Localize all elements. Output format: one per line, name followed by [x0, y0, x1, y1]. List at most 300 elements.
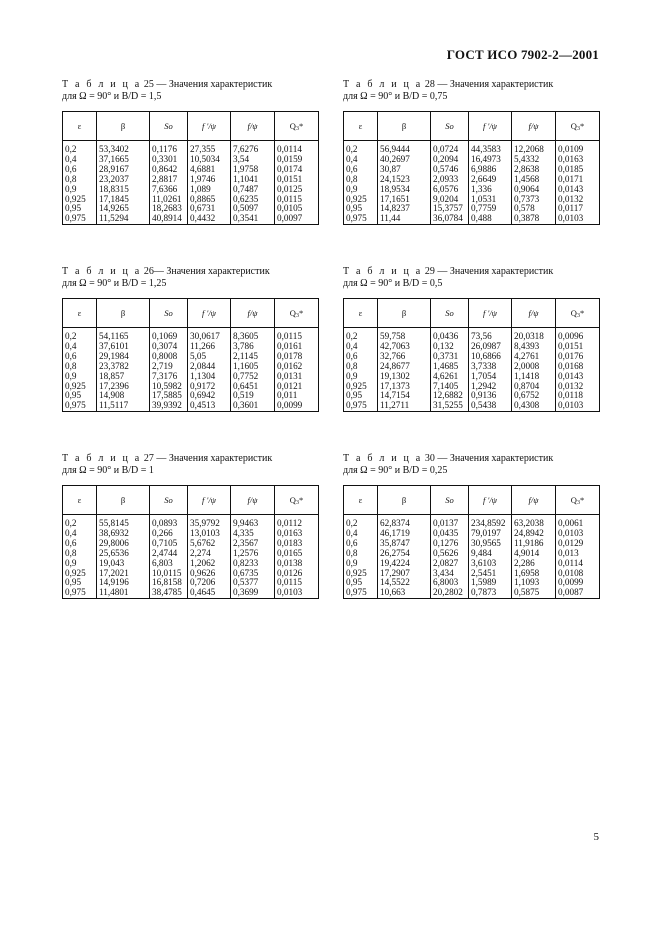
cell-q3: 0,0115 — [275, 328, 319, 342]
cell-eps: 0,95 — [63, 578, 97, 588]
table-row — [344, 214, 600, 224]
cell-so: 31,5255 — [431, 401, 469, 411]
cell-beta: 14,5522 — [378, 578, 431, 588]
table-row — [63, 342, 319, 352]
cell-q3: 0,0185 — [556, 165, 600, 175]
cell-so: 0,1176 — [150, 141, 188, 155]
cell-fpsi2: 0,5097 — [231, 204, 275, 214]
cell-beta: 38,6932 — [97, 529, 150, 539]
cell-fpsi1: 0,7759 — [469, 204, 512, 214]
table-row — [344, 569, 600, 579]
cell-eps: 0,6 — [344, 165, 378, 175]
cell-eps: 0,2 — [63, 515, 97, 529]
cell-fpsi1: 0,4513 — [188, 401, 231, 411]
cell-q3: 0,0115 — [275, 578, 319, 588]
cell-q3: 0,0103 — [556, 401, 600, 411]
cell-eps: 0,975 — [344, 588, 378, 598]
cell-fpsi2: 2,286 — [512, 559, 556, 569]
cell-fpsi2: 1,2576 — [231, 549, 275, 559]
column-header-fpsi1: f '/ψ — [469, 299, 512, 328]
cell-fpsi1: 44,3583 — [469, 141, 512, 155]
column-header-beta: β — [97, 299, 150, 328]
column-header-q3: Q3* — [275, 486, 319, 515]
cell-fpsi2: 0,8704 — [512, 382, 556, 392]
data-table — [62, 298, 319, 412]
cell-fpsi1: 11,266 — [188, 342, 231, 352]
table-row — [63, 362, 319, 372]
cell-fpsi1: 2,0844 — [188, 362, 231, 372]
cell-fpsi1: 5,05 — [188, 352, 231, 362]
cell-so: 0,0436 — [431, 328, 469, 342]
cell-eps: 0,925 — [344, 382, 378, 392]
cell-so: 0,5746 — [431, 165, 469, 175]
table-caption: Т а б л и ц а 29 — Значения характеристик — [343, 266, 554, 277]
table-row — [63, 195, 319, 205]
column-header-so: So — [150, 486, 188, 515]
cell-q3: 0,0161 — [275, 342, 319, 352]
table-row — [344, 342, 600, 352]
cell-eps: 0,975 — [344, 401, 378, 411]
page-number: 5 — [593, 831, 599, 843]
cell-so: 0,0137 — [431, 515, 469, 529]
cell-eps: 0,975 — [344, 214, 378, 224]
cell-beta: 55,8145 — [97, 515, 150, 529]
column-header-q3: Q3* — [556, 299, 600, 328]
table-condition: для Ω = 90° и B/D = 1,25 — [62, 278, 167, 289]
column-header-so: So — [431, 486, 469, 515]
cell-so: 40,8914 — [150, 214, 188, 224]
cell-so: 0,3731 — [431, 352, 469, 362]
column-header-q3: Q3* — [275, 299, 319, 328]
column-header-eps: ε — [63, 486, 97, 515]
column-header-fpsi1: f '/ψ — [469, 112, 512, 141]
cell-q3: 0,0163 — [556, 155, 600, 165]
cell-beta: 56,9444 — [378, 141, 431, 155]
cell-eps: 0,8 — [344, 362, 378, 372]
cell-fpsi1: 0,4432 — [188, 214, 231, 224]
cell-beta: 29,1984 — [97, 352, 150, 362]
cell-fpsi2: 0,3699 — [231, 588, 275, 598]
column-header-fpsi2: f/ψ — [512, 112, 556, 141]
table-row — [63, 352, 319, 362]
table-row — [344, 185, 600, 195]
cell-fpsi1: 1,5989 — [469, 578, 512, 588]
cell-fpsi1: 3,6103 — [469, 559, 512, 569]
table-row — [344, 588, 600, 598]
cell-q3: 0,0105 — [275, 204, 319, 214]
cell-fpsi1: 0,6731 — [188, 204, 231, 214]
cell-q3: 0,0114 — [556, 559, 600, 569]
cell-beta: 18,9534 — [378, 185, 431, 195]
column-header-beta: β — [97, 112, 150, 141]
cell-so: 0,0435 — [431, 529, 469, 539]
cell-eps: 0,9 — [63, 185, 97, 195]
cell-beta: 14,7154 — [378, 391, 431, 401]
header-row — [63, 299, 319, 328]
column-header-so: So — [150, 299, 188, 328]
cell-eps: 0,95 — [344, 204, 378, 214]
header-row — [344, 486, 600, 515]
cell-eps: 0,2 — [344, 515, 378, 529]
column-header-fpsi1: f '/ψ — [188, 486, 231, 515]
cell-beta: 40,2697 — [378, 155, 431, 165]
cell-q3: 0,0168 — [556, 362, 600, 372]
cell-fpsi2: 1,6958 — [512, 569, 556, 579]
table-row — [63, 559, 319, 569]
cell-eps: 0,975 — [63, 214, 97, 224]
cell-so: 16,8158 — [150, 578, 188, 588]
cell-eps: 0,6 — [63, 352, 97, 362]
cell-fpsi2: 8,3605 — [231, 328, 275, 342]
cell-beta: 17,2021 — [97, 569, 150, 579]
cell-beta: 18,857 — [97, 372, 150, 382]
cell-fpsi2: 4,9014 — [512, 549, 556, 559]
cell-fpsi1: 1,2942 — [469, 382, 512, 392]
cell-q3: 0,0099 — [275, 401, 319, 411]
cell-eps: 0,4 — [63, 155, 97, 165]
cell-q3: 0,0132 — [556, 382, 600, 392]
column-header-beta: β — [378, 299, 431, 328]
column-header-eps: ε — [344, 112, 378, 141]
cell-q3: 0,0108 — [556, 569, 600, 579]
cell-so: 0,8642 — [150, 165, 188, 175]
cell-so: 6,803 — [150, 559, 188, 569]
cell-so: 11,0261 — [150, 195, 188, 205]
cell-fpsi1: 1,336 — [469, 185, 512, 195]
cell-so: 0,1069 — [150, 328, 188, 342]
cell-q3: 0,0129 — [556, 539, 600, 549]
cell-fpsi1: 0,6942 — [188, 391, 231, 401]
cell-q3: 0,0143 — [556, 185, 600, 195]
cell-beta: 30,87 — [378, 165, 431, 175]
cell-eps: 0,8 — [344, 549, 378, 559]
cell-fpsi1: 0,4645 — [188, 588, 231, 598]
cell-fpsi2: 9,9463 — [231, 515, 275, 529]
column-header-fpsi2: f/ψ — [231, 112, 275, 141]
cell-fpsi1: 1,7054 — [469, 372, 512, 382]
cell-q3: 0,0183 — [275, 539, 319, 549]
cell-fpsi1: 0,7873 — [469, 588, 512, 598]
cell-fpsi1: 27,355 — [188, 141, 231, 155]
cell-so: 0,0893 — [150, 515, 188, 529]
cell-fpsi1: 13,0103 — [188, 529, 231, 539]
cell-fpsi2: 3,786 — [231, 342, 275, 352]
table-25 — [62, 79, 318, 225]
cell-beta: 29,8006 — [97, 539, 150, 549]
table-row — [63, 539, 319, 549]
table-row — [344, 195, 600, 205]
cell-q3: 0,0143 — [556, 372, 600, 382]
cell-q3: 0,0103 — [275, 588, 319, 598]
cell-beta: 23,3782 — [97, 362, 150, 372]
data-table — [62, 485, 319, 599]
table-row — [344, 515, 600, 529]
table-row — [344, 559, 600, 569]
cell-fpsi1: 1,9746 — [188, 175, 231, 185]
cell-so: 39,9392 — [150, 401, 188, 411]
cell-fpsi1: 234,8592 — [469, 515, 512, 529]
table-row — [344, 391, 600, 401]
cell-beta: 53,3402 — [97, 141, 150, 155]
column-header-so: So — [150, 112, 188, 141]
cell-fpsi1: 1,1304 — [188, 372, 231, 382]
cell-q3: 0,0121 — [275, 382, 319, 392]
cell-eps: 0,8 — [63, 549, 97, 559]
cell-eps: 0,9 — [344, 559, 378, 569]
table-row — [344, 529, 600, 539]
cell-eps: 0,95 — [344, 578, 378, 588]
table-row — [63, 401, 319, 411]
data-table — [343, 485, 600, 599]
cell-so: 7,3176 — [150, 372, 188, 382]
cell-fpsi2: 0,3601 — [231, 401, 275, 411]
cell-fpsi2: 5,4332 — [512, 155, 556, 165]
cell-eps: 0,8 — [63, 175, 97, 185]
cell-so: 0,2094 — [431, 155, 469, 165]
cell-so: 12,6882 — [431, 391, 469, 401]
table-row — [344, 165, 600, 175]
cell-beta: 37,6101 — [97, 342, 150, 352]
table-row — [63, 588, 319, 598]
table-condition: для Ω = 90° и B/D = 0,5 — [343, 278, 443, 289]
cell-q3: 0,0103 — [556, 214, 600, 224]
cell-fpsi2: 0,9064 — [512, 185, 556, 195]
table-condition: для Ω = 90° и B/D = 0,25 — [343, 465, 448, 476]
cell-eps: 0,925 — [344, 569, 378, 579]
cell-fpsi1: 26,0987 — [469, 342, 512, 352]
cell-beta: 18,8315 — [97, 185, 150, 195]
cell-beta: 59,758 — [378, 328, 431, 342]
cell-fpsi2: 24,8942 — [512, 529, 556, 539]
table-row — [344, 382, 600, 392]
cell-eps: 0,975 — [63, 401, 97, 411]
cell-fpsi2: 0,3541 — [231, 214, 275, 224]
cell-fpsi1: 35,9792 — [188, 515, 231, 529]
cell-q3: 0,0151 — [556, 342, 600, 352]
table-row — [63, 549, 319, 559]
cell-so: 0,1276 — [431, 539, 469, 549]
table-row — [63, 175, 319, 185]
table-row — [63, 382, 319, 392]
header-row — [344, 299, 600, 328]
cell-beta: 23,2037 — [97, 175, 150, 185]
cell-fpsi2: 1,4568 — [512, 175, 556, 185]
cell-q3: 0,0159 — [275, 155, 319, 165]
cell-so: 15,3757 — [431, 204, 469, 214]
cell-beta: 11,4801 — [97, 588, 150, 598]
column-header-eps: ε — [63, 112, 97, 141]
cell-so: 9,0204 — [431, 195, 469, 205]
cell-eps: 0,4 — [344, 529, 378, 539]
column-header-beta: β — [378, 112, 431, 141]
table-row — [344, 352, 600, 362]
cell-beta: 24,1523 — [378, 175, 431, 185]
cell-eps: 0,2 — [344, 141, 378, 155]
cell-fpsi2: 0,4308 — [512, 401, 556, 411]
cell-fpsi1: 0,9626 — [188, 569, 231, 579]
cell-so: 38,4785 — [150, 588, 188, 598]
cell-fpsi1: 0,8865 — [188, 195, 231, 205]
cell-so: 0,8008 — [150, 352, 188, 362]
cell-fpsi2: 0,7373 — [512, 195, 556, 205]
cell-eps: 0,9 — [344, 372, 378, 382]
cell-fpsi2: 0,7752 — [231, 372, 275, 382]
cell-beta: 14,9196 — [97, 578, 150, 588]
cell-fpsi1: 2,5451 — [469, 569, 512, 579]
cell-fpsi1: 10,5034 — [188, 155, 231, 165]
cell-beta: 11,44 — [378, 214, 431, 224]
cell-fpsi2: 4,335 — [231, 529, 275, 539]
cell-q3: 0,0097 — [275, 214, 319, 224]
cell-beta: 17,1373 — [378, 382, 431, 392]
cell-fpsi2: 1,1605 — [231, 362, 275, 372]
cell-fpsi2: 11,9186 — [512, 539, 556, 549]
cell-so: 0,5626 — [431, 549, 469, 559]
cell-fpsi1: 73,56 — [469, 328, 512, 342]
cell-fpsi1: 2,274 — [188, 549, 231, 559]
cell-eps: 0,925 — [63, 569, 97, 579]
cell-fpsi1: 9,484 — [469, 549, 512, 559]
table-row — [63, 185, 319, 195]
cell-beta: 19,4224 — [378, 559, 431, 569]
table-26 — [62, 266, 318, 412]
cell-so: 36,0784 — [431, 214, 469, 224]
cell-fpsi1: 16,4973 — [469, 155, 512, 165]
data-table — [343, 111, 600, 225]
cell-fpsi1: 0,5438 — [469, 401, 512, 411]
cell-fpsi2: 0,3878 — [512, 214, 556, 224]
column-header-eps: ε — [344, 299, 378, 328]
cell-q3: 0,0109 — [556, 141, 600, 155]
cell-so: 0,266 — [150, 529, 188, 539]
table-caption: Т а б л и ц а 26— Значения характеристик — [62, 266, 270, 277]
cell-fpsi2: 0,6735 — [231, 569, 275, 579]
cell-so: 10,0115 — [150, 569, 188, 579]
cell-so: 0,0724 — [431, 141, 469, 155]
cell-q3: 0,0099 — [556, 578, 600, 588]
table-row — [63, 515, 319, 529]
cell-fpsi2: 20,0318 — [512, 328, 556, 342]
table-row — [344, 141, 600, 155]
table-row — [63, 328, 319, 342]
cell-fpsi2: 0,7487 — [231, 185, 275, 195]
cell-so: 4,6261 — [431, 372, 469, 382]
table-row — [63, 165, 319, 175]
cell-eps: 0,95 — [344, 391, 378, 401]
cell-fpsi2: 8,4393 — [512, 342, 556, 352]
cell-so: 0,3301 — [150, 155, 188, 165]
cell-fpsi2: 1,9758 — [231, 165, 275, 175]
cell-fpsi1: 3,7338 — [469, 362, 512, 372]
cell-fpsi2: 1,1041 — [231, 175, 275, 185]
table-29 — [343, 266, 599, 412]
cell-fpsi2: 0,6235 — [231, 195, 275, 205]
cell-q3: 0,0171 — [556, 175, 600, 185]
cell-eps: 0,6 — [344, 352, 378, 362]
table-row — [63, 391, 319, 401]
cell-q3: 0,011 — [275, 391, 319, 401]
cell-so: 20,2802 — [431, 588, 469, 598]
cell-eps: 0,4 — [344, 155, 378, 165]
cell-fpsi1: 2,6649 — [469, 175, 512, 185]
cell-beta: 28,9167 — [97, 165, 150, 175]
cell-q3: 0,0126 — [275, 569, 319, 579]
table-row — [344, 328, 600, 342]
table-row — [63, 204, 319, 214]
cell-fpsi1: 79,0197 — [469, 529, 512, 539]
header-row — [63, 112, 319, 141]
table-row — [63, 529, 319, 539]
cell-q3: 0,0151 — [275, 175, 319, 185]
cell-so: 2,8817 — [150, 175, 188, 185]
column-header-eps: ε — [63, 299, 97, 328]
table-row — [344, 539, 600, 549]
cell-fpsi1: 10,6866 — [469, 352, 512, 362]
cell-beta: 10,663 — [378, 588, 431, 598]
column-header-fpsi2: f/ψ — [231, 299, 275, 328]
cell-so: 2,0827 — [431, 559, 469, 569]
cell-beta: 35,8747 — [378, 539, 431, 549]
table-27 — [62, 453, 318, 599]
table-row — [63, 141, 319, 155]
data-table — [62, 111, 319, 225]
table-row — [63, 578, 319, 588]
header-row — [344, 112, 600, 141]
cell-fpsi2: 2,3567 — [231, 539, 275, 549]
cell-fpsi2: 3,54 — [231, 155, 275, 165]
cell-eps: 0,9 — [344, 185, 378, 195]
cell-q3: 0,0061 — [556, 515, 600, 529]
cell-q3: 0,0112 — [275, 515, 319, 529]
cell-fpsi2: 63,2038 — [512, 515, 556, 529]
cell-so: 0,132 — [431, 342, 469, 352]
column-header-beta: β — [97, 486, 150, 515]
cell-eps: 0,6 — [63, 539, 97, 549]
column-header-fpsi2: f/ψ — [231, 486, 275, 515]
cell-q3: 0,013 — [556, 549, 600, 559]
cell-beta: 14,9265 — [97, 204, 150, 214]
cell-fpsi2: 7,6276 — [231, 141, 275, 155]
cell-fpsi2: 4,2761 — [512, 352, 556, 362]
table-30 — [343, 453, 599, 599]
cell-so: 18,2683 — [150, 204, 188, 214]
cell-fpsi2: 12,2068 — [512, 141, 556, 155]
cell-eps: 0,6 — [63, 165, 97, 175]
cell-fpsi2: 0,5377 — [231, 578, 275, 588]
cell-so: 7,6366 — [150, 185, 188, 195]
cell-fpsi2: 0,6451 — [231, 382, 275, 392]
cell-so: 2,4744 — [150, 549, 188, 559]
cell-fpsi1: 5,6762 — [188, 539, 231, 549]
column-header-so: So — [431, 299, 469, 328]
cell-eps: 0,9 — [63, 559, 97, 569]
cell-so: 6,0576 — [431, 185, 469, 195]
cell-q3: 0,0117 — [556, 204, 600, 214]
cell-eps: 0,2 — [63, 328, 97, 342]
cell-so: 2,0933 — [431, 175, 469, 185]
cell-q3: 0,0103 — [556, 529, 600, 539]
cell-eps: 0,925 — [63, 382, 97, 392]
table-row — [63, 569, 319, 579]
cell-eps: 0,95 — [63, 391, 97, 401]
cell-eps: 0,4 — [63, 342, 97, 352]
cell-so: 10,5982 — [150, 382, 188, 392]
table-caption: Т а б л и ц а 25 — Значения характеристик — [62, 79, 273, 90]
table-row — [344, 578, 600, 588]
cell-fpsi1: 4,6881 — [188, 165, 231, 175]
table-caption: Т а б л и ц а 27 — Значения характеристик — [62, 453, 273, 464]
table-condition: для Ω = 90° и B/D = 1 — [62, 465, 154, 476]
